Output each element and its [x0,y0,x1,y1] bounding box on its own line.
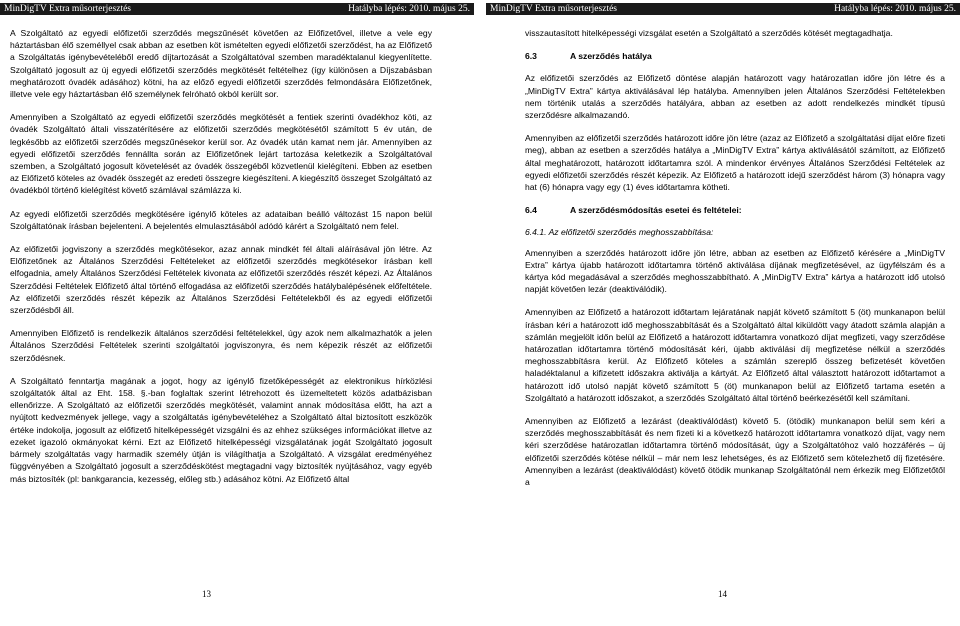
paragraph: visszautasított hitelképességi vizsgálat esetén a Szolgáltató a szerződés kötését megtagadhatja. [525,28,893,38]
header-effective-date: Hatályba lépés: 2010. május 25. [348,4,470,14]
paragraph: A Szolgáltató az egyedi előfizetői szerződés megszűnését követően az Előfizetővel, illetve a vele egy háztartásban élő személlyel csak abban az esetben köt ismételten egyedi előfizetői szerződést, ha az Előfizető a Szolgáltatás igénybevételéből eredő díjtartozását a Szolgáltatóval szemben maradéktalanul kiegyenlítette. Szolgáltató jogosult az új egyedi előfizetői szerződés megkötését feltételhez (így különösen a Díjszabásban meghatározott óvadék adásához) kötni, ha az előző egyedi előfizetői szerződés felmondására Előfizetőnek, illetve vele egy háztartásban élő személynek felróható okból került sor. [10,28,432,100]
page-number: 14 [718,589,727,599]
page-header [0,3,474,15]
paragraph: Amennyiben az Előfizető a lezárást (deaktiválódást) követő 5. (ötödik) munkanapon belül sem kéri a szerződés meghosszabbítását és nem fizeti ki a következő határozott időtartamra vonatkozó díjat, vagy nem kéri szerződése határozatlan időtartamra történő módosítását, úgy a Szolgáltatóhoz való hozzáférés – új előfizetői szerződés kötése nélkül – már nem lesz lehetséges, és az Előfizető sem kötelezhető díj fizetésére. Amennyiben a lezárást (deaktiválódást) követő ötödik munkanap Szolgáltatónál nem érkezik meg Előfizetőtől a [525,416,945,488]
header-title: MinDigTV Extra műsorterjesztés [4,4,131,14]
page-body [10,27,432,496]
section-title: A szerződésmódosítás esetei és feltételei: [570,205,742,216]
paragraph: Amennyiben az előfizetői szerződés határozott időre jön létre (azaz az Előfizető a szolgáltatási díjat előre fizeti meg), abban az esetben a szerződés hatálya a „MinDigTV Extra” kártya aktiválásától számított, az Előfizető által meghatározott, határozott időtartamra szól. A mindenkor érvényes Általános Szerződési Feltételek az egyedi előfizetői szerződés részét képezik. Az Előfizető a határozott idejű szerződést három (3) hónapra vagy hat (6) hónapra vagy egy (1) éves időtartamra kötheti. [525,133,945,193]
paragraph: Amennyiben Előfizető is rendelkezik általános szerződési feltételekkel, úgy azok nem alkalmazhatók a jelen Általános Szerződési Feltételek szerinti szolgáltatói jogviszonyra, és nem képezik részét az előfizetői szerződésnek. [10,328,432,363]
section-heading-6-3 [525,50,945,62]
header-effective-date: Hatályba lépés: 2010. május 25. [834,4,956,14]
paragraph: Az egyedi előfizetői szerződés megkötésére igénylő köteles az adataiban beálló változást 15 napon belül Szolgáltatónak írásban bejelenteni. A bejelentés elmulasztásából adódó kárért a Szolgáltató nem felel. [10,208,432,231]
paragraph: A Szolgáltató fenntartja magának a jogot, hogy az igénylő fizetőképességét az elektronikus hírközlési szolgáltatók által az Eht. 158. §.-ban foglaltak szerint létrehozott és üzemeltetett közös adatbázisban ellenőrizze. A Szolgáltató az előfizetői szerződés megkötését, valamint annak módosítása előtt, ha azt a nyújtott kedvezmények jellege, vagy a szolgáltatás igénybevételéhez a Szolgáltató által biztosított eszközök értéke indokolja, jogosult az előfizető hitelképességét vizsgálni és az ehhez szükséges információkat illetve az ezeket igazoló okmányokat kérni. Ezt az Előfizető hitelképességi vizsgálatának jogát Szolgáltató jogosult bármely szolgáltatás vagy harmadik személy útján is világíthatja a Szolgáltató. A vizsgálat eredményéhez függvényében a Szolgáltató jogosult a szerződéskötést megtagadni vagy biztosíték nyújtásához, vagy egyéb más biztosíték (pl: bankgarancia, kezesség, előleg stb.) adásához kötni. Az Előfizető által [10,375,432,484]
subsection-title: 6.4.1. Az előfizetői szerződés meghosszabbítása: [525,227,714,238]
paragraph: Amennyiben az Előfizető a határozott időtartam lejáratának napját követő számított 5 (öt) munkanapon belül írásban kéri a határozott idő meghosszabbítását és a Szolgáltató által kiküldött vagy átadott számla alapján a számlán megjelölt időn belül az Előfizető a határozott időtartamra vonatkozó díjat megfizeti, vagy szerződése határozatlan időtartamra történő módosítását kéri, újabb aktiválási díj megfizetése nélkül a szerződés meghosszabbításra kerül. Az Előfizető köteles a számlán szereplő összeg befizetését követően haladéktalanul a kifizetett időszakra aktiválja a kártyát. Az Előfizető által választott határozott időtartamot a határozott idő utolsó napját követő számított 5 (öt) munkanapon belül az Előfizető tartama esetén a Szolgáltató a határozott időszakot, a szerződés Szolgáltató által történő beérkezésétől kell számítani. [525,307,945,403]
section-number: 6.4 [525,205,537,216]
paragraph: Az előfizetői jogviszony a szerződés megkötésekor, azaz annak mindkét fél általi aláírásával jön létre. Az Előfizetőnek az Általános Szerződési Feltételeket az előfizetői szerződés megkötésekor írásban kell elfogadnia, amely Általános Szerződési Feltételek kivonata az előfizetői szerződés részét képezi. Az Általános Szerződési Feltételek Előfizető által történő elfogadása az előfizetői szerződés hatálybalépésének előfeltétele. Az előfizetői szerződés részét képezik az Általános Szerződési Feltételekből és az egyedi előfizetői szerződésből áll. [10,244,432,316]
page-header [486,3,960,15]
paragraph: Amennyiben a szerződés határozott időre jön létre, abban az esetben az Előfizető kérésére a „MinDigTV Extra” kártya újabb határozott időtartamra történő aktiválása díjának megfizetésével, az ügyfélszám és a kártya kód megadásával a szerződés meghosszabbítható. A „MinDigTV Extra” kártya a határozott idő utolsó napját követően lezár (deaktiválódik). [525,247,945,295]
section-title: A szerződés hatálya [570,51,652,62]
section-number: 6.3 [525,51,537,62]
paragraph: Az előfizetői szerződés az Előfizető döntése alapján határozott vagy határozatlan időre jön létre és a „MinDigTV Extra” kártya aktiválásával lép hatályba. Amennyiben jelen Általános Szerződési Feltételekben nem történik utalás a szerződés hatályára, abban az esetben az adott rendelkezés mindkét típusú szerződésre alkalmazandó. [525,73,945,121]
paragraph: Amennyiben a Szolgáltató az egyedi előfizetői szerződés megkötését a fentiek szerinti óvadékhoz köti, az óvadék Szolgáltató általi visszatérítésére az előfizetői szerződés megkötésétől számított 5 év után, de legkésőbb az előfizetői szerződés megszűnésekor kerül sor. Az óvadék után kamat nem jár. Amennyiben az egyedi előfizetői szerződés fennállta során az Előfizetőnek lejárt tartozása keletkezik a Szolgáltatóval szemben, a Szolgáltató jogosult követelését az óvadék összegéből közvetlenül kielégíteni. Ebben az esetben az Előfizető köteles az óvadék összegét az eredeti összegre kiegészíteni. A kiegészítő összeget Szolgáltató az óvadékból történő kielégítést követő számlával számlázza ki. [10,112,432,196]
page-body [525,27,945,499]
section-heading-6-4 [525,204,945,216]
right-page [480,0,960,626]
page-number: 13 [202,589,211,599]
header-title: MinDigTV Extra műsorterjesztés [490,4,617,14]
